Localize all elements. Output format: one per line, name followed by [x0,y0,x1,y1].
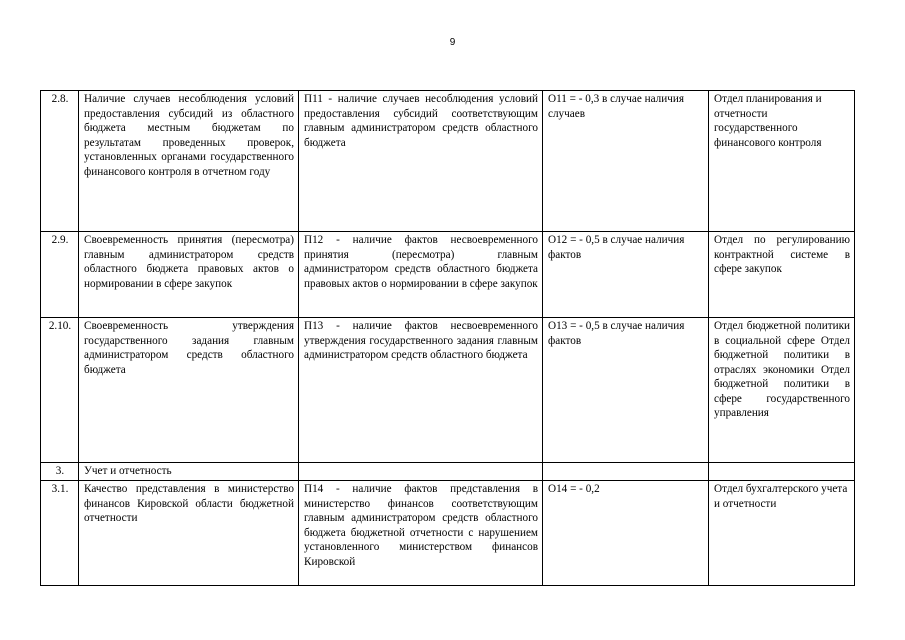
parameter-cell [299,463,543,481]
row-number: 2.10. [41,318,79,463]
score-cell: О12 = - 0,5 в случае наличия фактов [543,232,709,318]
score-cell: О14 = - 0,2 [543,481,709,586]
score-cell [543,463,709,481]
criteria-table [40,90,855,586]
department-cell [709,463,855,481]
parameter-text: П14 - наличие фактов представления в министерство финансов соответствующим главным администратором средств областного бюджета бюджетной отчетности с нарушением установленного министерством финансов Кировской [304,483,538,568]
department-cell: Отдел планирования и отчетности государственного финансового контроля [709,91,855,232]
row-number: 3. [41,463,79,481]
table-row [41,232,855,318]
table-row [41,318,855,463]
row-number: 3.1. [41,481,79,586]
parameter-cell: П13 - наличие фактов несвоевременного утверждения государственного задания главным администратором средств областного бюджета [299,318,543,463]
indicator-cell: Своевременность принятия (пересмотра) главным администратором средств областного бюджета правовых актов о нормировании в сфере закупок [79,232,299,318]
row-number: 2.8. [41,91,79,232]
score-cell: О11 = - 0,3 в случае наличия случаев [543,91,709,232]
indicator-cell: Качество представления в министерство финансов Кировской области бюджетной отчетности [79,481,299,586]
parameter-cell [299,481,543,586]
department-cell: Отдел по регулированию контрактной системе в сфере закупок [709,232,855,318]
table-row [41,463,855,481]
parameter-cell: П12 - наличие фактов несвоевременного принятия (пересмотра) главным администратором средств областного бюджета правовых актов о нормировании в сфере закупок [299,232,543,318]
indicator-cell: Своевременность утверждения государственного задания главным администратором средств областного бюджета [79,318,299,463]
score-cell: О13 = - 0,5 в случае наличия фактов [543,318,709,463]
department-cell: Отдел бухгалтерского учета и отчетности [709,481,855,586]
section-title-cell: Учет и отчетность [79,463,299,481]
indicator-cell: Наличие случаев несоблюдения условий предоставления субсидий из областного бюджета местным бюджетам по результатам проведенных проверок, установленных органами государственного финансового контроля в отчетном году [79,91,299,232]
row-number: 2.9. [41,232,79,318]
table-row [41,481,855,586]
page-number: 9 [449,37,456,48]
table-row [41,91,855,232]
department-cell: Отдел бюджетной политики в социальной сфере Отдел бюджетной политики в отраслях экономики Отдел бюджетной политики в сфере государственного управления [709,318,855,463]
parameter-cell: П11 - наличие случаев несоблюдения условий предоставления субсидий соответствующим главным администратором средств областного бюджета [299,91,543,232]
